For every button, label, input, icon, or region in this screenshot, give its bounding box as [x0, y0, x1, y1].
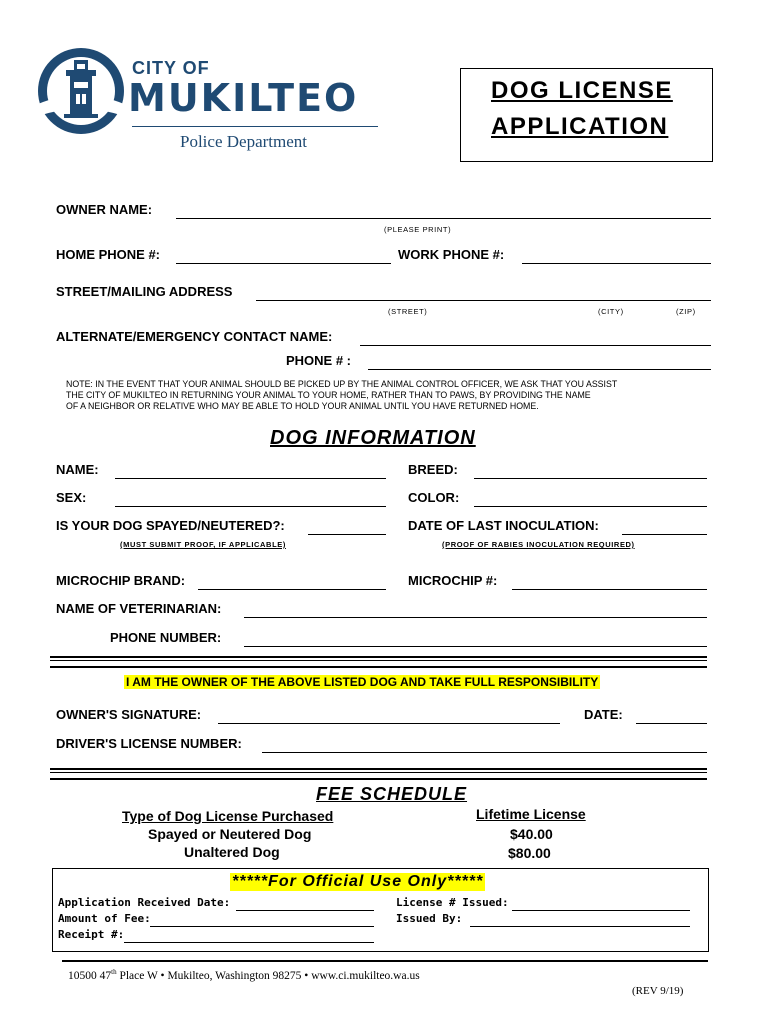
vet-label: NAME OF VETERINARIAN: [56, 601, 222, 616]
received-date-label: Application Received Date: [58, 896, 231, 909]
receipt-label: Receipt #: [58, 928, 125, 941]
alt-phone-field[interactable] [368, 369, 711, 370]
alt-contact-label: ALTERNATE/EMERGENCY CONTACT NAME: [56, 329, 333, 344]
lifetime-license-header: Lifetime License [476, 806, 586, 822]
note-line-1: NOTE: IN THE EVENT THAT YOUR ANIMAL SHOULD BE PICKED UP BY THE ANIMAL CONTROL OFFICER, WE ASK THAT YOU ASSIST [66, 379, 618, 389]
street-note: (STREET) [388, 307, 428, 316]
drivers-license-label: DRIVER'S LICENSE NUMBER: [56, 736, 242, 751]
unaltered-fee-type: Unaltered Dog [184, 844, 280, 860]
work-phone-field[interactable] [522, 263, 711, 264]
zip-note: (ZIP) [676, 307, 696, 316]
microchip-brand-label: MICROCHIP BRAND: [56, 573, 186, 588]
color-field[interactable] [474, 506, 707, 507]
license-issued-label: License # Issued: [396, 896, 509, 909]
footer-address-suffix: th [111, 968, 117, 976]
breed-field[interactable] [474, 478, 707, 479]
spayed-fee-type: Spayed or Neutered Dog [148, 826, 312, 842]
dog-name-label: NAME: [56, 462, 99, 477]
footer-address-number: 10500 47 [68, 969, 112, 982]
city-of-text: CITY OF [132, 58, 210, 78]
license-issued-field[interactable] [512, 910, 690, 911]
department-text: Police Department [180, 132, 307, 151]
title-line-1: DOG LICENSE [491, 77, 673, 104]
spayed-label: IS YOUR DOG SPAYED/NEUTERED?: [56, 518, 285, 533]
home-phone-field[interactable] [176, 263, 391, 264]
date-label: DATE: [584, 707, 623, 722]
date-field[interactable] [636, 723, 707, 724]
owner-name-field[interactable] [176, 218, 711, 219]
section-divider-1 [50, 656, 707, 668]
inoculation-label: DATE OF LAST INOCULATION: [408, 518, 599, 533]
issued-by-field[interactable] [470, 926, 690, 927]
note-line-3: OF A NEIGHBOR OR RELATIVE WHO MAY BE ABLE TO HOLD YOUR ANIMAL UNTIL YOU HAVE RETURNED HOME. [66, 401, 539, 411]
title-line-2: APPLICATION [491, 113, 669, 140]
rabies-note: (PROOF OF RABIES INOCULATION REQUIRED) [442, 540, 635, 549]
issued-by-label: Issued By: [396, 912, 463, 925]
vet-phone-field[interactable] [244, 646, 707, 647]
color-label: COLOR: [408, 490, 460, 505]
vet-phone-label: PHONE NUMBER: [110, 630, 222, 645]
lighthouse-emblem-icon [36, 46, 126, 136]
received-date-field[interactable] [236, 910, 374, 911]
alt-phone-label: PHONE # : [286, 353, 352, 368]
receipt-field[interactable] [124, 942, 374, 943]
city-logo [36, 46, 381, 156]
footer-address [68, 968, 420, 982]
spayed-fee-amount: $40.00 [510, 826, 553, 842]
microchip-brand-field[interactable] [198, 589, 386, 590]
address-field[interactable] [256, 300, 711, 301]
title-box [460, 68, 713, 162]
microchip-number-label: MICROCHIP #: [408, 573, 498, 588]
signature-label: OWNER'S SIGNATURE: [56, 707, 202, 722]
sex-field[interactable] [115, 506, 386, 507]
vet-field[interactable] [244, 617, 707, 618]
unaltered-fee-amount: $80.00 [508, 845, 551, 861]
microchip-number-field[interactable] [512, 589, 707, 590]
amount-label: Amount of Fee: [58, 912, 151, 925]
city-name-text: MUKILTEO [128, 76, 359, 120]
responsibility-statement: I AM THE OWNER OF THE ABOVE LISTED DOG AND TAKE FULL RESPONSIBILITY [126, 675, 599, 689]
breed-label: BREED: [408, 462, 458, 477]
fee-schedule-heading: FEE SCHEDULE [316, 784, 468, 804]
city-note: (CITY) [598, 307, 624, 316]
dog-information-heading: DOG INFORMATION [270, 427, 476, 449]
inoculation-field[interactable] [622, 534, 707, 535]
work-phone-label: WORK PHONE #: [398, 247, 505, 262]
footer-address-rest: Place W • Mukilteo, Washington 98275 • www.ci.mukilteo.wa.us [116, 969, 420, 982]
official-use-title: *****For Official Use Only***** [232, 873, 484, 890]
proof-note: (MUST SUBMIT PROOF, IF APPLICABLE) [120, 540, 286, 549]
fee-type-header: Type of Dog License Purchased [122, 808, 334, 824]
sex-label: SEX: [56, 490, 87, 505]
drivers-license-field[interactable] [262, 752, 707, 753]
logo-rule [132, 126, 378, 127]
amount-field[interactable] [150, 926, 374, 927]
note-line-2: THE CITY OF MUKILTEO IN RETURNING YOUR ANIMAL TO YOUR HOME, RATHER THAN TO PAWS, BY PROVIDING THE NAME [66, 390, 591, 400]
spayed-field[interactable] [308, 534, 386, 535]
alt-contact-field[interactable] [360, 345, 711, 346]
section-divider-2 [50, 768, 707, 780]
revision-text: (REV 9/19) [632, 985, 684, 997]
please-print-note: (PLEASE PRINT) [384, 225, 452, 234]
signature-field[interactable] [218, 723, 560, 724]
owner-name-label: OWNER NAME: [56, 202, 153, 217]
dog-name-field[interactable] [115, 478, 386, 479]
home-phone-label: HOME PHONE #: [56, 247, 161, 262]
address-label: STREET/MAILING ADDRESS [56, 284, 233, 299]
footer-rule [62, 960, 708, 962]
